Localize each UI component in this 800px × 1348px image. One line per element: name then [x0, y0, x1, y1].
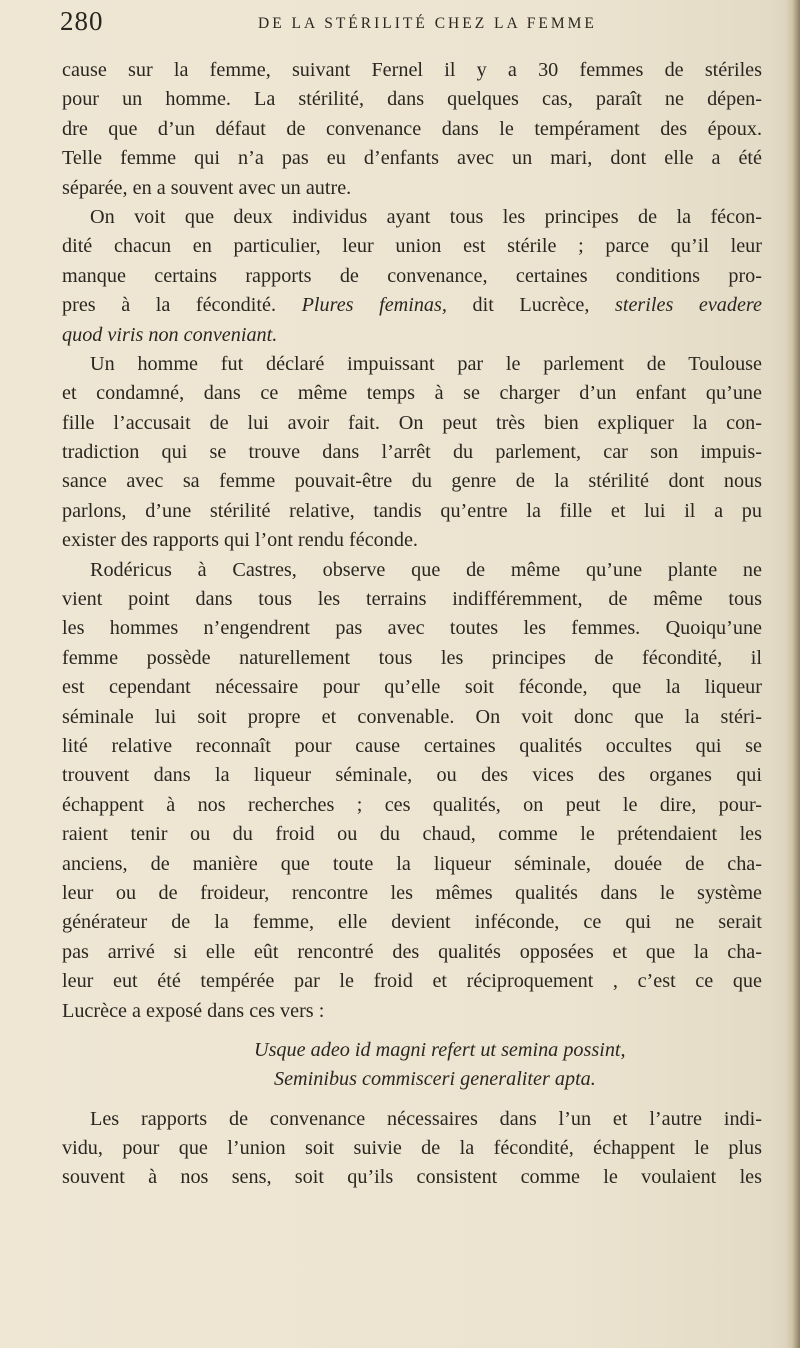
text-line: séparée, en a souvent avec un autre. — [62, 176, 352, 199]
text-line: pas arrivé si elle eût rencontré des qualités opposées et que la cha- — [62, 940, 762, 963]
text-span: dit Lucrèce, — [446, 294, 615, 317]
spacer — [62, 1026, 762, 1036]
paragraph — [62, 350, 762, 556]
text-span: pres à la fécondité. — [62, 294, 302, 317]
latin-quote: quod viris non conveniant. — [62, 323, 278, 346]
page-edge-shadow — [786, 0, 800, 1348]
paragraph — [62, 556, 762, 1026]
text-line: dité chacun en particulier, leur union est stérile ; parce qu’il leur — [62, 235, 762, 258]
text-line: leur ou de froideur, rencontre les mêmes qualités dans le système — [62, 881, 762, 904]
text-line: manque certains rapports de convenance, certaines conditions pro- — [62, 264, 762, 287]
text-line: dre que d’un défaut de convenance dans le tempérament des époux. — [62, 117, 762, 140]
text-line: raient tenir ou du froid ou du chaud, comme le prétendaient les — [62, 823, 762, 846]
text-line: Rodéricus à Castres, observe que de même qu’une plante ne — [90, 558, 762, 581]
text-line: trouvent dans la liqueur séminale, ou des vices des organes qui — [62, 764, 762, 787]
latin-quote: Plures feminas, — [301, 294, 447, 317]
text-line: tradiction qui se trouve dans l’arrêt du parlement, car son impuis- — [62, 441, 762, 464]
page-number: 280 — [60, 6, 104, 36]
text-line: sance avec sa femme pouvait-être du genre de la stérilité dont nous — [62, 470, 762, 493]
text-line: pour un homme. La stérilité, dans quelques cas, paraît ne dépen- — [62, 88, 762, 111]
text-line: exister des rapports qui l’ont rendu féconde. — [62, 529, 418, 552]
spacer — [62, 1095, 762, 1105]
latin-quote: steriles evadere — [614, 294, 762, 317]
verse-line: Seminibus commisceri generaliter apta. — [274, 1068, 596, 1091]
text-line: femme possède naturellement tous les principes de fécondité, il — [62, 646, 762, 669]
text-line: anciens, de manière que toute la liqueur séminale, douée de cha- — [62, 852, 762, 875]
body-text — [62, 56, 762, 1193]
text-line: fille l’accusait de lui avoir fait. On peut très bien expliquer la con- — [62, 411, 762, 434]
text-line: échappent à nos recherches ; ces qualités, on peut le dire, pour- — [62, 793, 762, 816]
text-line: vient point dans tous les terrains indifféremment, de même tous — [62, 588, 762, 611]
text-line: Un homme fut déclaré impuissant par le parlement de Toulouse — [90, 352, 762, 375]
text-line: cause sur la femme, suivant Fernel il y a 30 femmes de stériles — [62, 59, 762, 81]
verse-quote — [62, 1036, 762, 1095]
text-line — [62, 321, 762, 350]
text-line: souvent à nos sens, soit qu’ils consistent comme le voulaient les — [62, 1166, 762, 1189]
paragraph — [62, 203, 762, 350]
text-line: parlons, d’une stérilité relative, tandis qu’entre la fille et lui il a pu — [62, 499, 762, 522]
running-head: DE LA STÉRILITÉ CHEZ LA FEMME — [258, 15, 597, 32]
text-line: est cependant nécessaire pour qu’elle soit féconde, que la liqueur — [62, 676, 762, 699]
paragraph — [62, 56, 762, 203]
verse-line: Usque adeo id magni refert ut semina possint, — [254, 1038, 626, 1061]
text-line: et condamné, dans ce même temps à se charger d’un enfant qu’une — [62, 382, 762, 405]
text-line: vidu, pour que l’union soit suivie de la fécondité, échappent le plus — [62, 1137, 762, 1160]
text-line: séminale lui soit propre et convenable. On voit donc que la stéri- — [62, 705, 762, 728]
text-line-mixed — [62, 291, 762, 320]
text-line: leur eut été tempérée par le froid et réciproquement , c’est ce que — [62, 970, 762, 993]
text-line: Lucrèce a exposé dans ces vers : — [62, 999, 325, 1022]
text-line: lité relative reconnaît pour cause certaines qualités occultes qui se — [62, 734, 762, 757]
text-line: On voit que deux individus ayant tous les principes de la fécon- — [90, 205, 762, 228]
text-line: générateur de la femme, elle devient inféconde, ce qui ne serait — [62, 911, 762, 934]
text-line: les hommes n’engendrent pas avec toutes les femmes. Quoiqu’une — [62, 617, 762, 640]
page-header — [60, 6, 760, 46]
text-line: Les rapports de convenance nécessaires dans l’un et l’autre indi- — [90, 1107, 762, 1130]
paragraph — [62, 1105, 762, 1193]
text-line: Telle femme qui n’a pas eu d’enfants avec un mari, dont elle a été — [62, 147, 762, 170]
